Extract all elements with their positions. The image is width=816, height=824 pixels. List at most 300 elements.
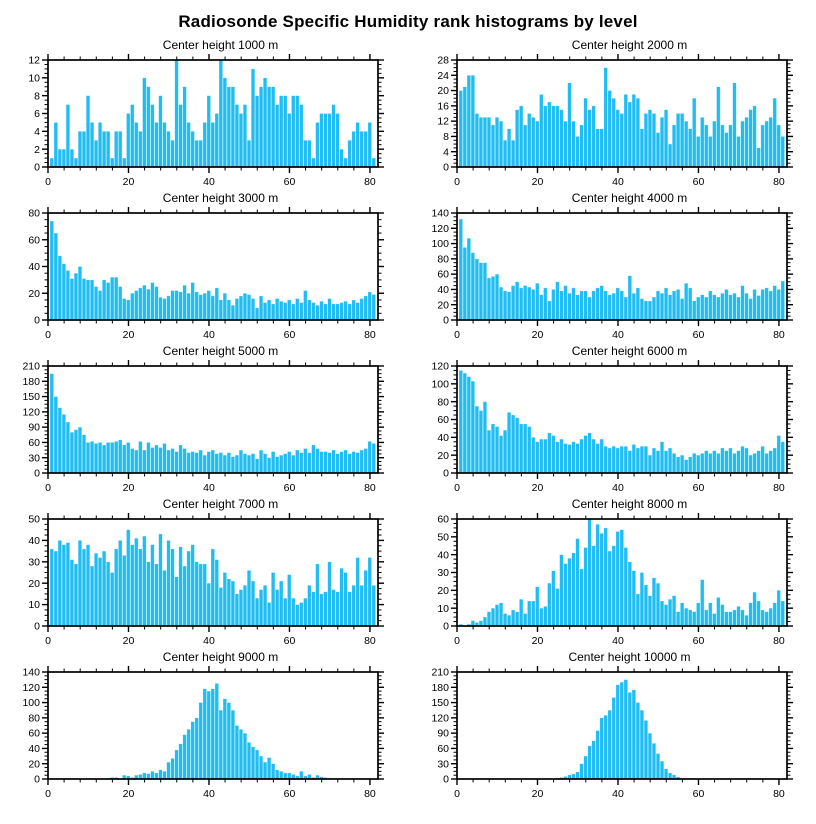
- histogram-bar: [761, 610, 765, 626]
- histogram-bar: [271, 304, 275, 320]
- histogram-bar: [612, 98, 616, 167]
- histogram-bar: [94, 140, 98, 167]
- histogram-bar: [251, 454, 255, 473]
- histogram-bar: [368, 441, 372, 473]
- histogram-bar: [279, 455, 283, 473]
- histogram-bar: [239, 296, 243, 320]
- histogram-bar: [183, 285, 187, 320]
- histogram-bar: [110, 442, 114, 473]
- histogram-bar: [676, 612, 680, 626]
- histogram-bar: [163, 122, 167, 167]
- histogram-bar: [94, 287, 98, 320]
- histogram-bar: [283, 303, 287, 320]
- histogram-bar: [316, 305, 320, 320]
- histogram-bar: [499, 603, 503, 626]
- histogram-bar: [564, 121, 568, 167]
- histogram-bar: [717, 597, 721, 626]
- y-tick-label: 120: [22, 406, 40, 419]
- y-tick-label: 60: [437, 414, 449, 427]
- y-tick-label: 10: [28, 599, 40, 612]
- histogram-bar: [636, 703, 640, 779]
- histogram-bar: [155, 287, 159, 320]
- rank-histogram-chart: [2, 664, 392, 803]
- histogram-bar: [320, 594, 324, 626]
- histogram-bar: [304, 291, 308, 320]
- histogram-bar: [757, 601, 761, 626]
- histogram-bar: [275, 457, 279, 473]
- histogram-bar: [644, 114, 648, 168]
- histogram-bar: [507, 615, 511, 626]
- histogram-bar: [475, 259, 479, 320]
- histogram-bar: [70, 149, 74, 167]
- histogram-bar: [656, 133, 660, 167]
- histogram-bar: [163, 771, 167, 779]
- histogram-bar: [147, 87, 151, 167]
- y-tick-label: 30: [28, 556, 40, 569]
- subplot-title: Center height 6000 m: [571, 344, 688, 358]
- histogram-bar: [769, 117, 773, 167]
- y-tick-label: 4: [34, 125, 40, 138]
- histogram-bar: [118, 287, 122, 320]
- histogram-bar: [620, 446, 624, 473]
- histogram-bar: [215, 114, 219, 168]
- histogram-bar: [725, 612, 729, 626]
- histogram-bar: [463, 373, 467, 473]
- histogram-bar: [620, 114, 624, 168]
- x-tick-label: 60: [283, 635, 296, 647]
- histogram-bar: [519, 288, 523, 320]
- histogram-bar: [749, 455, 753, 473]
- histogram-bar: [279, 301, 283, 320]
- histogram-bar: [761, 446, 765, 473]
- y-tick-label: 20: [437, 85, 449, 98]
- x-tick-label: 20: [531, 788, 544, 800]
- subplot-title: Center height 9000 m: [162, 650, 279, 664]
- histogram-bar: [239, 729, 243, 779]
- histogram-bar: [251, 581, 255, 626]
- histogram-bar: [211, 122, 215, 167]
- histogram-bar: [741, 610, 745, 626]
- histogram-bar: [163, 570, 167, 626]
- histogram-bar: [753, 106, 757, 167]
- histogram-bar: [483, 402, 487, 473]
- y-tick-label: 20: [437, 584, 449, 597]
- histogram-bar: [219, 710, 223, 779]
- histogram-bar: [364, 570, 368, 626]
- y-tick-label: 100: [431, 238, 449, 251]
- histogram-bar: [544, 439, 548, 473]
- histogram-bar: [275, 299, 279, 320]
- histogram-bar: [576, 444, 580, 473]
- histogram-bar: [296, 299, 300, 320]
- histogram-bar: [62, 149, 66, 167]
- histogram-bar: [324, 592, 328, 626]
- x-tick-label: 40: [612, 329, 624, 341]
- x-tick-label: 60: [283, 788, 296, 800]
- histogram-bar: [721, 125, 725, 167]
- histogram-bar: [352, 585, 356, 626]
- histogram-bar: [672, 453, 676, 473]
- histogram-bar: [287, 300, 291, 320]
- histogram-bar: [616, 288, 620, 320]
- histogram-bar: [576, 539, 580, 626]
- histogram-bar: [308, 300, 312, 320]
- histogram-bar: [729, 612, 733, 626]
- histogram-bar: [596, 288, 600, 320]
- histogram-bar: [74, 430, 78, 473]
- histogram-bar: [360, 131, 364, 167]
- histogram-bar: [320, 452, 324, 473]
- histogram-bar: [199, 564, 203, 626]
- x-tick-label: 40: [203, 482, 215, 494]
- y-tick-label: 8: [443, 131, 449, 144]
- histogram-bar: [620, 291, 624, 320]
- histogram-bar: [332, 105, 336, 167]
- y-tick-label: 30: [28, 452, 40, 465]
- histogram-bar: [171, 549, 175, 626]
- y-tick-label: 0: [34, 620, 40, 633]
- histogram-bar: [576, 772, 580, 779]
- histogram-bar: [304, 598, 308, 626]
- histogram-bar: [588, 110, 592, 167]
- histogram-bar: [336, 454, 340, 473]
- y-tick-label: 24: [437, 69, 449, 82]
- histogram-bar: [239, 590, 243, 626]
- y-tick-label: 28: [437, 54, 449, 67]
- x-tick-label: 0: [45, 482, 51, 494]
- histogram-bar: [600, 718, 604, 779]
- histogram-bar: [556, 442, 560, 473]
- x-tick-label: 0: [454, 635, 460, 647]
- histogram-bar: [737, 606, 741, 626]
- histogram-bar: [163, 443, 167, 473]
- histogram-bar: [316, 122, 320, 167]
- y-tick-label: 0: [443, 620, 449, 633]
- histogram-bar: [612, 446, 616, 473]
- histogram-bar: [122, 299, 126, 320]
- histogram-bar: [495, 427, 499, 473]
- rank-histogram-chart: [411, 52, 801, 191]
- histogram-bar: [171, 758, 175, 779]
- histogram-bar: [511, 140, 515, 167]
- histogram-bar: [203, 689, 207, 779]
- histogram-bar: [231, 710, 235, 779]
- histogram-bar: [70, 432, 74, 473]
- x-tick-label: 40: [203, 788, 215, 800]
- histogram-bar: [139, 441, 143, 473]
- rank-histogram-chart: [411, 664, 801, 803]
- histogram-bar: [467, 238, 471, 320]
- histogram-bar: [777, 289, 781, 320]
- histogram-bar: [324, 114, 328, 168]
- histogram-bar: [336, 114, 340, 168]
- histogram-bar: [584, 548, 588, 626]
- histogram-bar: [340, 568, 344, 626]
- histogram-bar: [348, 592, 352, 626]
- histogram-bar: [131, 545, 135, 626]
- histogram-bar: [171, 449, 175, 473]
- histogram-bar: [368, 122, 372, 167]
- histogram-bar: [231, 305, 235, 320]
- histogram-bar: [692, 98, 696, 167]
- histogram-bar: [259, 87, 263, 167]
- histogram-bar: [471, 75, 475, 167]
- histogram-bar: [223, 573, 227, 627]
- histogram-bar: [98, 122, 102, 167]
- y-tick-label: 30: [437, 567, 449, 580]
- histogram-bar: [263, 78, 267, 167]
- histogram-bar: [616, 110, 620, 167]
- subplot-title: Center height 10000 m: [568, 650, 691, 664]
- histogram-bar: [243, 733, 247, 779]
- histogram-bar: [519, 599, 523, 626]
- histogram-bar: [54, 233, 58, 320]
- histogram-bar: [199, 140, 203, 167]
- histogram-bar: [283, 96, 287, 167]
- histogram-bar: [568, 83, 572, 167]
- histogram-bar: [296, 605, 300, 626]
- y-tick-label: 8: [34, 90, 40, 103]
- histogram-bar: [777, 436, 781, 473]
- histogram-bar: [709, 291, 713, 320]
- histogram-bar: [360, 450, 364, 473]
- histogram-bar: [255, 459, 259, 473]
- histogram-bar: [636, 448, 640, 473]
- histogram-bar: [151, 448, 155, 473]
- histogram-bar: [175, 291, 179, 320]
- histogram-bar: [688, 288, 692, 320]
- histogram-bar: [143, 773, 147, 779]
- histogram-bar: [765, 612, 769, 626]
- histogram-bar: [471, 253, 475, 320]
- histogram-bar: [572, 288, 576, 320]
- histogram-bar: [459, 219, 463, 320]
- x-tick-label: 40: [612, 635, 624, 647]
- histogram-bar: [761, 289, 765, 320]
- subplot-panel-2: [411, 38, 814, 191]
- histogram-bar: [50, 221, 54, 320]
- histogram-bar: [207, 96, 211, 167]
- histogram-bar: [114, 441, 118, 473]
- histogram-bar: [632, 293, 636, 320]
- histogram-bar: [705, 125, 709, 167]
- histogram-bar: [199, 295, 203, 320]
- histogram-bar: [372, 585, 376, 626]
- histogram-bar: [247, 742, 251, 779]
- histogram-bar: [475, 406, 479, 473]
- histogram-bar: [725, 133, 729, 167]
- histogram-bar: [572, 121, 576, 167]
- histogram-bar: [275, 590, 279, 626]
- histogram-bar: [340, 303, 344, 320]
- histogram-bar: [131, 449, 135, 473]
- y-tick-label: 100: [431, 378, 449, 391]
- histogram-bar: [263, 303, 267, 320]
- histogram-bar: [239, 450, 243, 473]
- y-tick-label: 0: [443, 467, 449, 480]
- histogram-bar: [312, 158, 316, 167]
- histogram-bar: [207, 583, 211, 626]
- histogram-bar: [211, 296, 215, 320]
- histogram-bar: [596, 524, 600, 626]
- histogram-bar: [668, 599, 672, 626]
- histogram-bar: [544, 288, 548, 320]
- histogram-bar: [223, 293, 227, 320]
- x-tick-label: 0: [45, 635, 51, 647]
- histogram-bar: [74, 273, 78, 320]
- histogram-bar: [680, 455, 684, 473]
- y-tick-label: 30: [437, 758, 449, 771]
- histogram-bar: [672, 125, 676, 167]
- x-tick-label: 0: [454, 788, 460, 800]
- y-tick-label: 40: [28, 535, 40, 547]
- histogram-bar: [167, 296, 171, 320]
- histogram-bar: [251, 747, 255, 779]
- y-tick-label: 40: [437, 549, 449, 562]
- histogram-bar: [660, 442, 664, 473]
- histogram-bar: [499, 287, 503, 320]
- histogram-bar: [552, 106, 556, 167]
- histogram-bar: [624, 94, 628, 167]
- y-tick-label: 120: [431, 712, 449, 725]
- histogram-bar: [368, 292, 372, 320]
- histogram-bar: [592, 106, 596, 167]
- histogram-bar: [640, 710, 644, 779]
- histogram-bar: [106, 131, 110, 167]
- histogram-bar: [155, 122, 159, 167]
- histogram-bar: [527, 601, 531, 626]
- histogram-bar: [243, 454, 247, 473]
- histogram-bar: [632, 94, 636, 167]
- histogram-bar: [291, 455, 295, 473]
- histogram-bar: [696, 455, 700, 473]
- histogram-bar: [741, 121, 745, 167]
- y-tick-label: 0: [34, 467, 40, 480]
- histogram-bar: [531, 289, 535, 320]
- histogram-bar: [781, 281, 785, 320]
- histogram-bar: [656, 291, 660, 320]
- histogram-bar: [287, 114, 291, 168]
- histogram-bar: [215, 560, 219, 626]
- x-tick-label: 60: [283, 176, 296, 188]
- histogram-bar: [753, 289, 757, 320]
- histogram-bar: [118, 540, 122, 626]
- histogram-bar: [114, 549, 118, 626]
- x-tick-label: 0: [454, 482, 460, 494]
- subplot-panel-6: [411, 344, 814, 497]
- histogram-bar: [50, 549, 54, 626]
- histogram-bar: [211, 450, 215, 473]
- histogram-bar: [328, 114, 332, 168]
- histogram-bar: [515, 110, 519, 167]
- histogram-bar: [640, 573, 644, 627]
- y-tick-label: 0: [34, 773, 40, 786]
- histogram-bar: [151, 771, 155, 779]
- histogram-bar: [191, 722, 195, 779]
- histogram-bar: [632, 571, 636, 626]
- histogram-bar: [175, 452, 179, 473]
- histogram-bar: [696, 603, 700, 626]
- histogram-bar: [515, 418, 519, 473]
- histogram-bar: [66, 105, 70, 167]
- x-tick-label: 80: [773, 635, 785, 647]
- histogram-bar: [624, 548, 628, 626]
- histogram-bar: [552, 571, 556, 626]
- y-tick-label: 40: [28, 743, 40, 756]
- histogram-bar: [753, 453, 757, 473]
- histogram-bar: [187, 551, 191, 626]
- histogram-bar: [507, 292, 511, 320]
- x-tick-label: 0: [454, 176, 460, 188]
- y-tick-label: 100: [22, 697, 40, 710]
- x-tick-label: 20: [531, 329, 544, 341]
- histogram-bar: [535, 442, 539, 473]
- histogram-bar: [199, 703, 203, 779]
- histogram-bar: [175, 60, 179, 167]
- histogram-bar: [628, 562, 632, 626]
- histogram-bar: [66, 543, 70, 626]
- histogram-bar: [372, 443, 376, 473]
- histogram-bar: [664, 605, 668, 626]
- x-tick-label: 0: [45, 329, 51, 341]
- histogram-bar: [491, 608, 495, 626]
- histogram-bar: [143, 285, 147, 320]
- histogram-bar: [668, 295, 672, 320]
- histogram-bar: [195, 718, 199, 779]
- histogram-bar: [135, 291, 139, 320]
- histogram-bar: [487, 612, 491, 626]
- subplot-title: Center height 2000 m: [571, 38, 688, 52]
- histogram-bar: [709, 136, 713, 167]
- histogram-bar: [544, 106, 548, 167]
- y-tick-label: 50: [28, 513, 40, 526]
- x-tick-label: 20: [122, 329, 135, 341]
- x-tick-label: 80: [364, 635, 376, 647]
- histogram-bar: [340, 149, 344, 167]
- histogram-bar: [159, 96, 163, 167]
- histogram-bar: [151, 545, 155, 626]
- histogram-bar: [572, 553, 576, 626]
- histogram-bar: [588, 519, 592, 626]
- histogram-bar: [207, 452, 211, 473]
- histogram-bar: [219, 60, 223, 167]
- histogram-bar: [745, 117, 749, 167]
- histogram-bar: [227, 453, 231, 473]
- histogram-bar: [471, 381, 475, 473]
- histogram-bar: [588, 297, 592, 320]
- histogram-bar: [187, 293, 191, 320]
- histogram-bar: [717, 453, 721, 473]
- histogram-bar: [463, 87, 467, 167]
- histogram-bar: [255, 598, 259, 626]
- histogram-bar: [733, 293, 737, 320]
- histogram-bar: [82, 131, 86, 167]
- histogram-bar: [239, 114, 243, 168]
- histogram-bar: [664, 769, 668, 779]
- histogram-bar: [487, 430, 491, 473]
- histogram-bar: [745, 615, 749, 626]
- histogram-bar: [548, 102, 552, 167]
- histogram-bar: [54, 122, 58, 167]
- y-tick-label: 4: [443, 146, 449, 159]
- histogram-bar: [139, 131, 143, 167]
- histogram-bar: [535, 283, 539, 320]
- histogram-bar: [215, 683, 219, 779]
- histogram-bar: [467, 75, 471, 167]
- x-tick-label: 20: [531, 635, 544, 647]
- histogram-bar: [215, 454, 219, 473]
- y-tick-label: 40: [437, 431, 449, 444]
